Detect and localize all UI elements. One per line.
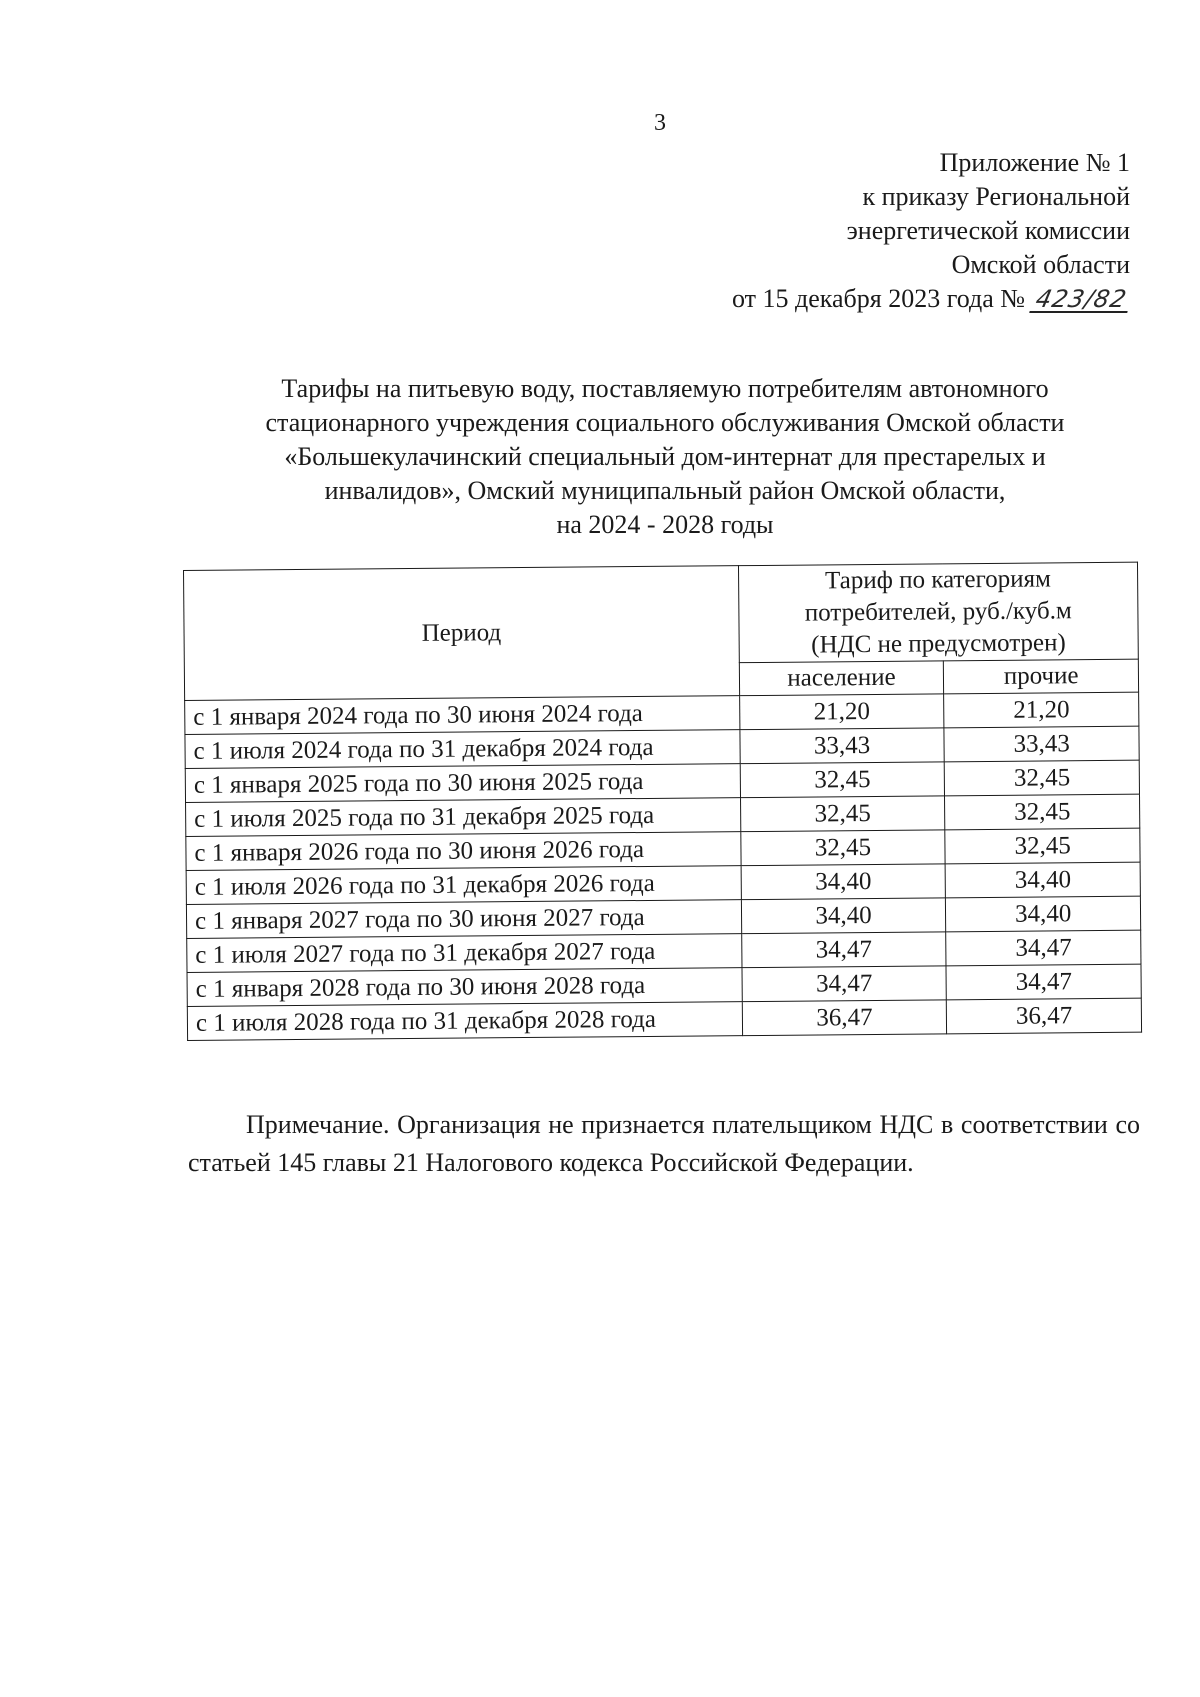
- header-population: население: [739, 661, 944, 696]
- cell-period: с 1 января 2027 года по 30 июня 2027 года: [186, 900, 741, 939]
- cell-other: 34,40: [945, 862, 1140, 898]
- header-group-line-2: потребителей, руб./куб.м: [804, 597, 1072, 627]
- handwritten-order-number: 423/82: [1029, 287, 1133, 313]
- note-paragraph: [188, 1106, 1140, 1182]
- document-title: [200, 372, 1130, 542]
- cell-population: 34,47: [742, 966, 947, 1002]
- tariff-table: [183, 562, 1142, 1041]
- header-group-line-1: Тариф по категориям: [824, 565, 1051, 595]
- header-tariff-group: [738, 562, 1138, 662]
- table-header-row: [184, 562, 1139, 667]
- appendix-line-4: Омской области: [951, 250, 1130, 279]
- cell-population: 33,43: [740, 728, 945, 764]
- cell-other: 34,40: [946, 896, 1141, 932]
- cell-population: 36,47: [742, 1000, 947, 1036]
- appendix-date-line: [530, 282, 1130, 316]
- title-line-3: «Большекулачинский специальный дом-интернат для престарелых и: [284, 442, 1046, 471]
- cell-other: 33,43: [944, 726, 1139, 762]
- cell-population: 34,40: [741, 864, 946, 900]
- cell-population: 32,45: [740, 830, 945, 866]
- cell-period: с 1 января 2024 года по 30 июня 2024 года: [185, 696, 740, 735]
- page-number: 3: [654, 110, 666, 136]
- cell-other: 32,45: [945, 794, 1140, 830]
- cell-period: с 1 января 2026 года по 30 июня 2026 года: [186, 832, 741, 871]
- header-period: Период: [184, 566, 740, 701]
- cell-period: с 1 января 2025 года по 30 июня 2025 года: [185, 764, 740, 803]
- title-line-2: стационарного учреждения социального обслуживания Омской области: [265, 408, 1065, 437]
- cell-other: 32,45: [945, 828, 1140, 864]
- cell-other: 32,45: [945, 760, 1140, 796]
- title-line-4: инвалидов», Омский муниципальный район Омской области,: [324, 476, 1006, 505]
- cell-period: с 1 июля 2026 года по 31 декабря 2026 года: [186, 866, 741, 905]
- header-group-line-3: (НДС не предусмотрен): [811, 629, 1066, 659]
- title-line-5: на 2024 - 2028 годы: [556, 510, 774, 539]
- appendix-header: [530, 146, 1130, 316]
- cell-other: 34,47: [946, 964, 1141, 1000]
- cell-population: 32,45: [740, 796, 945, 832]
- cell-population: 34,40: [741, 898, 946, 934]
- cell-period: с 1 января 2028 года по 30 июня 2028 года: [187, 968, 742, 1007]
- note-text: Примечание. Организация не признается плательщиком НДС в соответствии со статьей 145 главы 21 Налогового кодекса Российской Федерации.: [188, 1110, 1140, 1177]
- cell-population: 21,20: [739, 694, 944, 730]
- cell-period: с 1 июля 2028 года по 31 декабря 2028 года: [187, 1002, 742, 1041]
- appendix-date-prefix: от 15 декабря 2023 года №: [731, 284, 1026, 313]
- cell-period: с 1 июля 2024 года по 31 декабря 2024 года: [185, 730, 740, 769]
- cell-population: 34,47: [741, 932, 946, 968]
- cell-period: с 1 июля 2027 года по 31 декабря 2027 года: [187, 934, 742, 973]
- cell-other: 21,20: [944, 692, 1139, 728]
- title-line-1: Тарифы на питьевую воду, поставляемую потребителям автономного: [281, 374, 1049, 403]
- cell-population: 32,45: [740, 762, 945, 798]
- cell-period: с 1 июля 2025 года по 31 декабря 2025 года: [186, 798, 741, 837]
- appendix-line-1: Приложение № 1: [939, 148, 1130, 177]
- cell-other: 36,47: [947, 998, 1142, 1034]
- cell-other: 34,47: [946, 930, 1141, 966]
- appendix-line-2: к приказу Региональной: [862, 182, 1130, 211]
- appendix-line-3: энергетической комиссии: [846, 216, 1130, 245]
- header-other: прочие: [944, 659, 1139, 694]
